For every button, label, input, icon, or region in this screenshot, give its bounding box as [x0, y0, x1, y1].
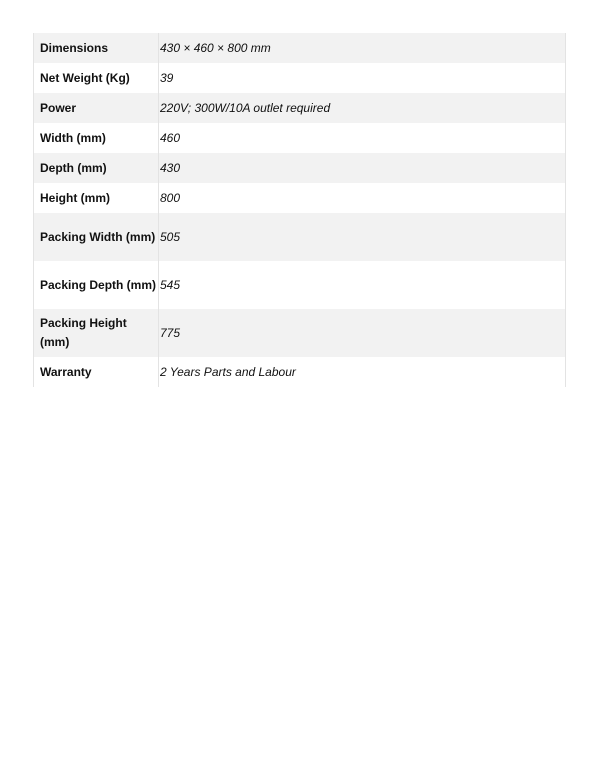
spec-label: Dimensions [34, 33, 159, 63]
spec-row-width [34, 123, 566, 153]
spec-label: Net Weight (Kg) [34, 63, 159, 93]
spec-value: 220V; 300W/10A outlet required [159, 93, 566, 123]
spec-row-packing-height [34, 309, 566, 357]
spec-row-packing-width [34, 213, 566, 261]
spec-label: Packing Width (mm) [34, 213, 159, 261]
spec-row-warranty [34, 357, 566, 387]
spec-value: 39 [159, 63, 566, 93]
spec-row-packing-depth [34, 261, 566, 309]
spec-label: Packing Height (mm) [34, 309, 159, 357]
spec-row-net-weight [34, 63, 566, 93]
spec-label: Packing Depth (mm) [34, 261, 159, 309]
spec-value: 430 × 460 × 800 mm [159, 33, 566, 63]
spec-label: Width (mm) [34, 123, 159, 153]
spec-value: 430 [159, 153, 566, 183]
spec-value: 505 [159, 213, 566, 261]
spec-label: Power [34, 93, 159, 123]
spec-value: 800 [159, 183, 566, 213]
spec-label: Height (mm) [34, 183, 159, 213]
spec-value: 2 Years Parts and Labour [159, 357, 566, 387]
spec-value: 545 [159, 261, 566, 309]
spec-value: 775 [159, 309, 566, 357]
specifications-table [33, 33, 566, 387]
spec-value: 460 [159, 123, 566, 153]
spec-label: Depth (mm) [34, 153, 159, 183]
spec-row-depth [34, 153, 566, 183]
spec-row-power [34, 93, 566, 123]
spec-label: Warranty [34, 357, 159, 387]
spec-row-dimensions [34, 33, 566, 63]
spec-row-height [34, 183, 566, 213]
